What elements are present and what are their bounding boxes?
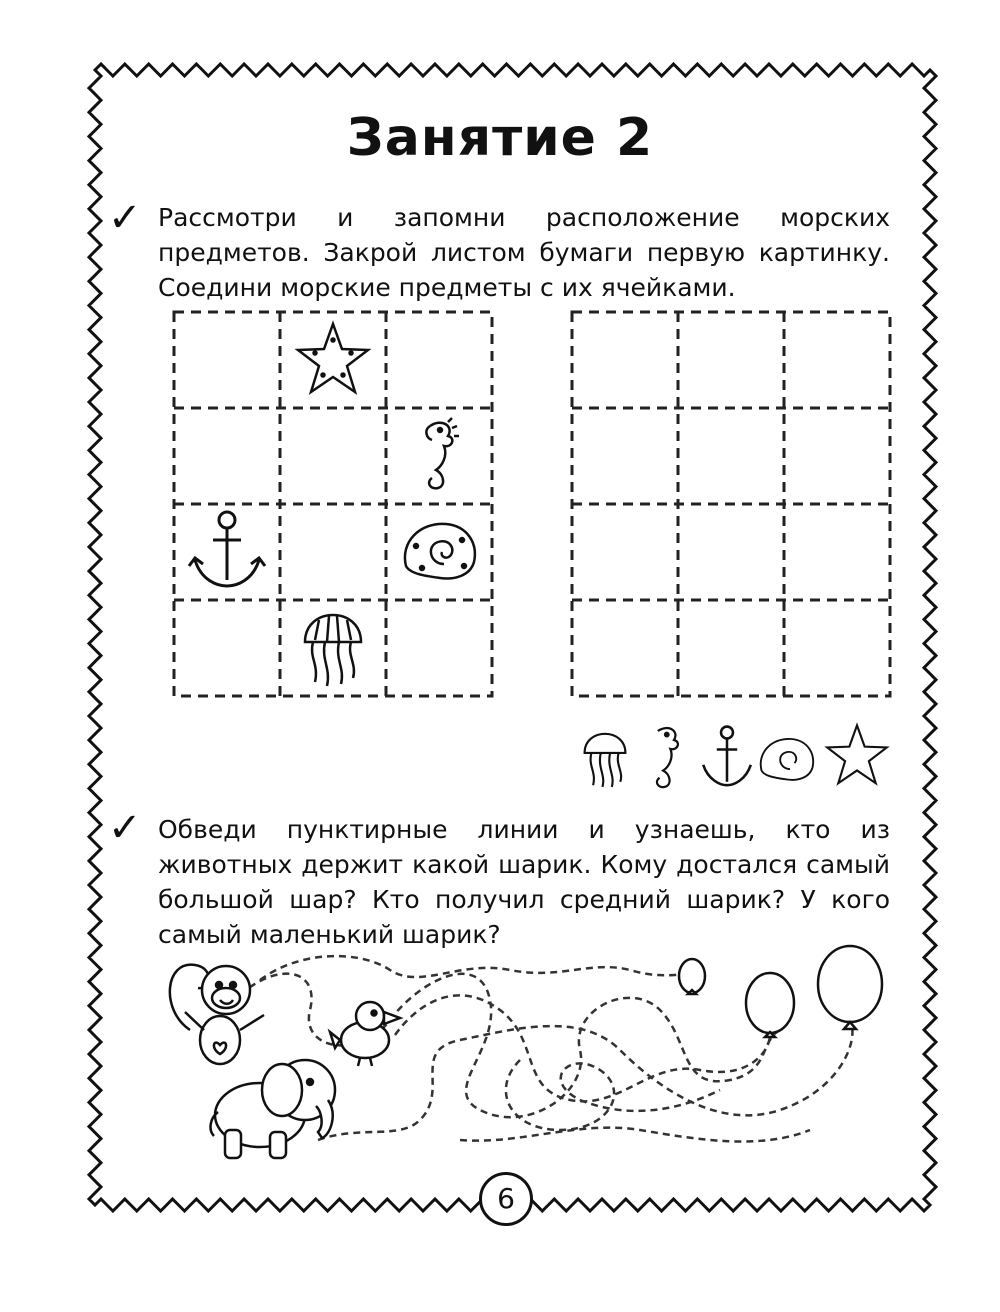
page-number: 6: [479, 1172, 533, 1226]
small-balloon-icon: [679, 959, 705, 994]
memory-grid-left: [170, 308, 500, 702]
jellyfish-icon: [305, 615, 361, 686]
sea-items-row: [575, 718, 895, 798]
task-1-check-mark: ✓: [108, 195, 142, 241]
medium-balloon-icon: [746, 973, 794, 1037]
memory-grid-right: [568, 308, 898, 702]
starfish-icon: [827, 725, 887, 783]
task-2-text: Обведи пунктирные линии и узнаешь, кто из животных держит какой шарик. Кому достался самый большой шар? Кто получил средний шарик? У кого самый маленький шарик?: [158, 815, 890, 949]
task-2-check-mark: ✓: [108, 805, 142, 851]
shell-icon: [405, 524, 475, 579]
shell-icon: [761, 739, 813, 780]
jellyfish-icon: [585, 734, 626, 787]
anchor-icon: [703, 727, 751, 786]
large-balloon-icon: [818, 946, 882, 1029]
anchor-icon: [189, 512, 265, 586]
task-1-text: Рассмотри и запомни расположение морских предметов. Закрой листом бумаги первую картинку. Соедини морские предметы с их ячейками.: [158, 203, 890, 302]
seahorse-icon: [657, 728, 678, 787]
bird-icon: [330, 1002, 400, 1066]
elephant-icon: [211, 1060, 335, 1158]
starfish-icon: [298, 324, 368, 392]
seahorse-icon: [426, 418, 459, 488]
page-title: Занятие 2: [346, 108, 654, 168]
monkey-icon: [170, 965, 264, 1064]
balloon-maze: [160, 940, 900, 1165]
